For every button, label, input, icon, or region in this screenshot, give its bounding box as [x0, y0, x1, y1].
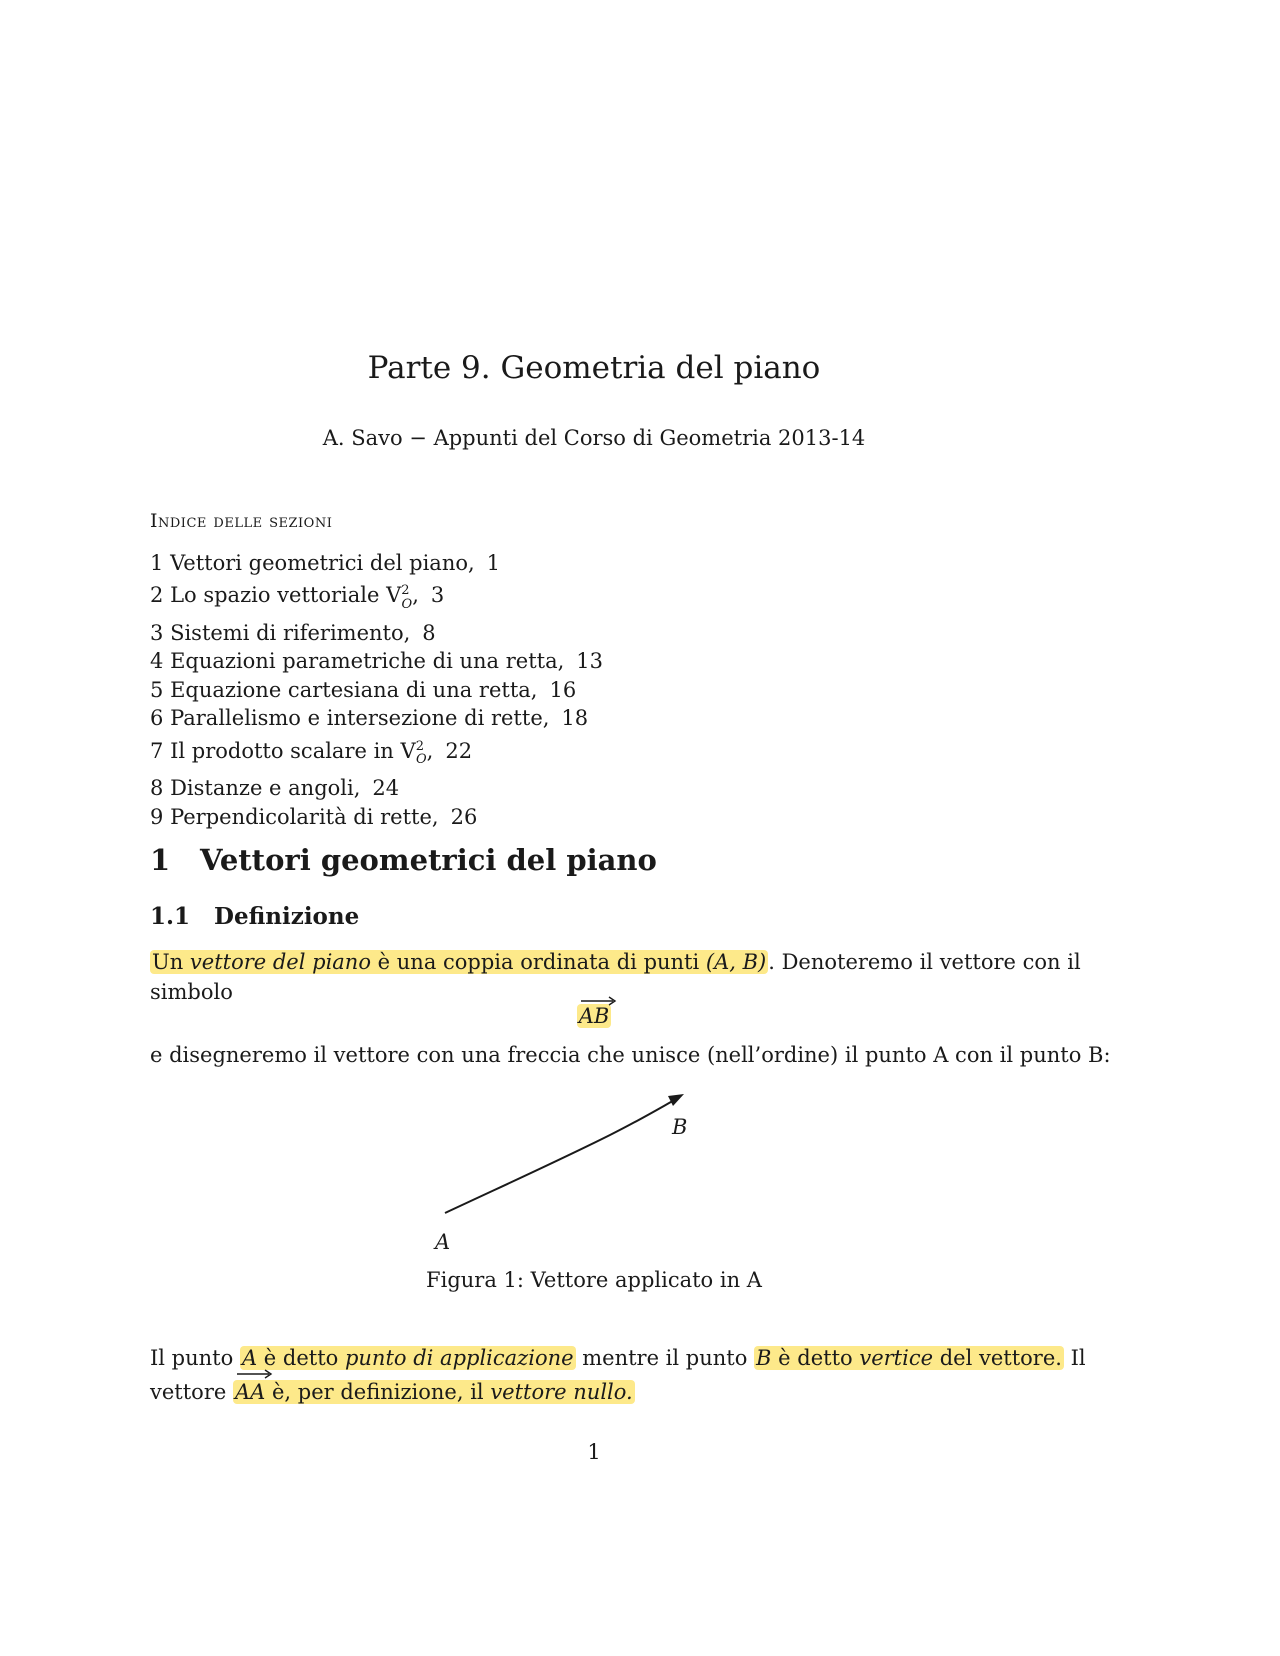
paragraph-drawing: e disegneremo il vettore con una freccia che unisce (nell’ordine) il punto A con il punto B:	[150, 1043, 1111, 1067]
paragraph-definition: Un vettore del piano è una coppia ordinata di punti (A, B). Denoteremo il vettore con il simbolo	[150, 950, 1081, 1004]
point-label-b: B	[672, 1115, 688, 1139]
toc-item[interactable]: 2 Lo spazio vettoriale $V^2_O$, 3	[150, 583, 445, 612]
toc-item[interactable]: 1 Vettori geometrici del piano, 1	[150, 551, 501, 575]
point-label-a: A	[435, 1230, 451, 1254]
toc-item[interactable]: 3 Sistemi di riferimento, 8	[150, 621, 436, 645]
page-number: 1	[587, 1440, 601, 1464]
vector-symbol-ab: AB	[0, 1000, 1188, 1028]
toc-item[interactable]: 7 Il prodotto scalare in $V^2_O$, 22	[150, 738, 473, 767]
toc-item[interactable]: 8 Distanze e angoli, 24	[150, 776, 400, 801]
subsection-heading: 1.1 Definizione	[150, 903, 360, 930]
toc-item[interactable]: 9 Perpendicolarità di rette, 26	[150, 804, 478, 829]
arrow-head-icon	[668, 1094, 684, 1106]
document-title: Parte 9. Geometria del piano	[367, 350, 821, 386]
table-of-contents	[150, 549, 603, 831]
arrow-over-icon	[579, 995, 619, 1007]
arrow-over-icon	[235, 1368, 275, 1380]
toc-item[interactable]: 6 Parallelismo e intersezione di rette, 18	[150, 706, 589, 731]
toc-item[interactable]: 5 Equazione cartesiana di una retta, 16	[150, 677, 577, 702]
figure-caption: Figura 1: Vettore applicato in A	[426, 1268, 762, 1292]
paragraph-application: Il punto A è detto punto di applicazione mentre il punto B è detto vertice del vettore. Il vettore AA è, per definizione, il vettore nullo.	[150, 1346, 1086, 1404]
toc-item[interactable]: 4 Equazioni parametriche di una retta, 13	[150, 649, 604, 674]
section-heading: 1 Vettori geometrici del piano	[150, 843, 657, 877]
document-subtitle: A. Savo − Appunti del Corso di Geometria 2013-14	[322, 426, 866, 450]
vector-arrow-line	[445, 1098, 678, 1213]
toc-heading: Indice delle sezioni	[150, 510, 333, 532]
highlight: Un vettore del piano è una coppia ordinata di punti (A, B)	[152, 950, 767, 974]
